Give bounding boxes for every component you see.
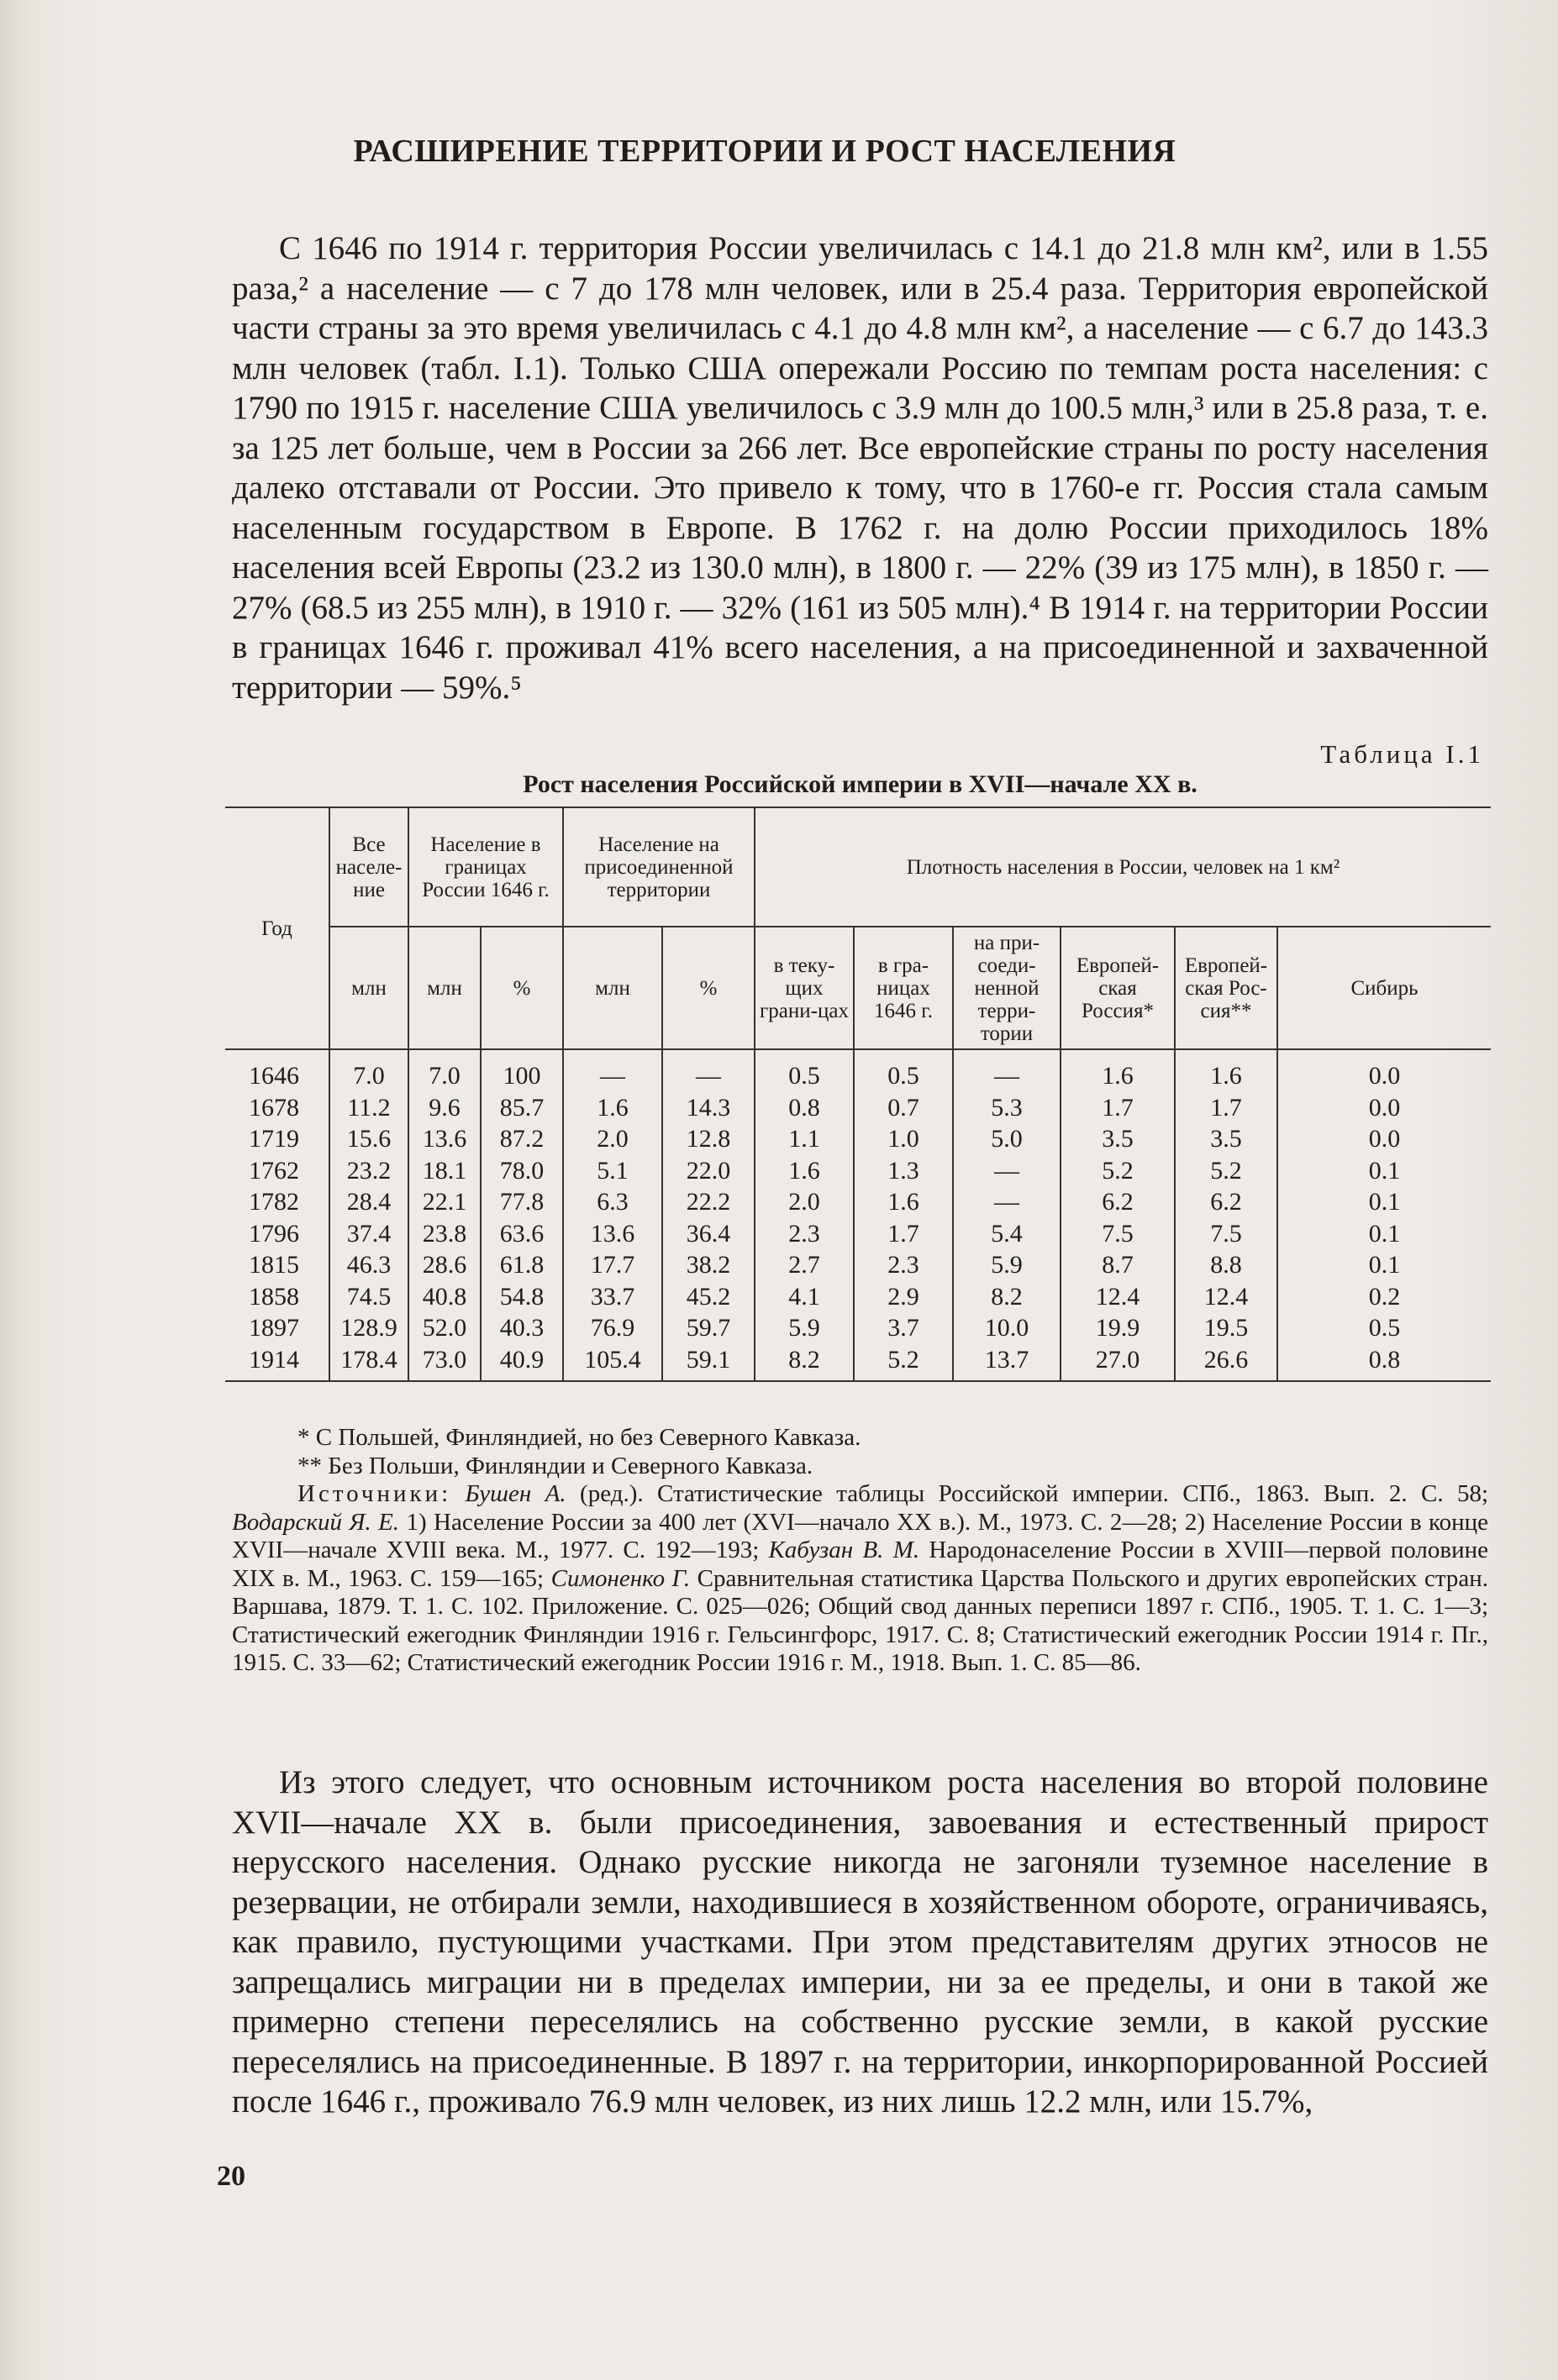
table-cell: 18.1 bbox=[408, 1155, 481, 1187]
cell-year: 1762 bbox=[249, 1156, 299, 1185]
cell-year: 1782 bbox=[249, 1188, 299, 1216]
table-cell: 1.7 bbox=[1175, 1092, 1277, 1124]
footnote-1: * С Польшей, Финляндией, но без Северного Кавказа. bbox=[297, 1424, 861, 1451]
header-borders-pct: % bbox=[481, 927, 563, 1049]
table-cell: 14.3 bbox=[662, 1092, 755, 1124]
source-text: Народонаселение России в XVIII—первой половине XIX в. М., 1963. С. 159—165; bbox=[232, 1537, 1488, 1592]
table-cell: 7.0 bbox=[329, 1049, 408, 1092]
table-cell: 52.0 bbox=[408, 1312, 481, 1344]
table-row bbox=[225, 1092, 1491, 1124]
table-cell: 17.7 bbox=[563, 1249, 662, 1281]
table-cell: 28.6 bbox=[408, 1249, 481, 1281]
table-cell: 5.2 bbox=[1061, 1155, 1175, 1187]
header-annexed-pct: % bbox=[662, 927, 755, 1049]
table-cell: 0.8 bbox=[755, 1092, 854, 1124]
sources-note bbox=[232, 1480, 1488, 1678]
cell-year: 1646 bbox=[249, 1062, 299, 1090]
table-cell: 74.5 bbox=[329, 1281, 408, 1313]
source-text: (ред.). Статистические таблицы Российской империи. СПб., 1863. Вып. 2. С. 58; bbox=[566, 1480, 1489, 1507]
table-cell: 1.6 bbox=[1061, 1049, 1175, 1092]
intro-paragraph bbox=[232, 229, 1488, 707]
table-cell: 0.5 bbox=[1277, 1312, 1491, 1344]
source-author: Бушен А. bbox=[465, 1480, 566, 1507]
table-cell: 10.0 bbox=[953, 1312, 1061, 1344]
header-annexed: Население на присоединенной территории bbox=[563, 807, 755, 927]
cell-year: 1796 bbox=[249, 1219, 299, 1248]
table-cell: 5.0 bbox=[953, 1123, 1061, 1155]
table-cell: 3.7 bbox=[854, 1312, 953, 1344]
conclusion-paragraph bbox=[232, 1763, 1488, 2122]
table-cell: 5.3 bbox=[953, 1092, 1061, 1124]
table-cell: 13.6 bbox=[563, 1218, 662, 1250]
table-row bbox=[225, 1123, 1491, 1155]
table-cell: 6.3 bbox=[563, 1186, 662, 1218]
table-row bbox=[225, 1249, 1491, 1281]
table-cell: 45.2 bbox=[662, 1281, 755, 1313]
table-cell: 0.8 bbox=[1277, 1344, 1491, 1382]
cell-year: 1719 bbox=[249, 1125, 299, 1153]
source-author: Водарский Я. Е. bbox=[232, 1508, 400, 1536]
table-cell: 13.6 bbox=[408, 1123, 481, 1155]
table-cell: 0.5 bbox=[854, 1049, 953, 1092]
header-year: Год bbox=[225, 807, 329, 1049]
cell-year: 1815 bbox=[249, 1251, 299, 1279]
table-cell: 28.4 bbox=[329, 1186, 408, 1218]
table-row bbox=[225, 1344, 1491, 1382]
table-cell: 1.6 bbox=[854, 1186, 953, 1218]
table-label: Таблица I.1 bbox=[1320, 739, 1484, 769]
table-cell: 12.8 bbox=[662, 1123, 755, 1155]
table-cell: 0.2 bbox=[1277, 1281, 1491, 1313]
table-cell: 0.0 bbox=[1277, 1092, 1491, 1124]
table-footnotes bbox=[232, 1424, 1488, 1678]
table-cell: 0.7 bbox=[854, 1092, 953, 1124]
header-total-mln: млн bbox=[329, 927, 408, 1049]
header-density-siberia: Сибирь bbox=[1277, 927, 1491, 1049]
table-cell: 36.4 bbox=[662, 1218, 755, 1250]
table-cell: 0.1 bbox=[1277, 1186, 1491, 1218]
table-cell: 27.0 bbox=[1061, 1344, 1175, 1382]
table-cell: 6.2 bbox=[1061, 1186, 1175, 1218]
header-density-euro-2: Европей-ская Рос-сия** bbox=[1175, 927, 1277, 1049]
table-cell: 23.2 bbox=[329, 1155, 408, 1187]
table-cell: 9.6 bbox=[408, 1092, 481, 1124]
table-cell: 78.0 bbox=[481, 1155, 563, 1187]
table-row bbox=[225, 1281, 1491, 1313]
table-cell: 7.0 bbox=[408, 1049, 481, 1092]
table-cell: 0.1 bbox=[1277, 1218, 1491, 1250]
table-row bbox=[225, 1186, 1491, 1218]
table-cell: 3.5 bbox=[1061, 1123, 1175, 1155]
table-cell: 2.0 bbox=[563, 1123, 662, 1155]
table-cell: 4.1 bbox=[755, 1281, 854, 1313]
cell-year: 1914 bbox=[249, 1345, 299, 1374]
table-cell: 100 bbox=[481, 1049, 563, 1092]
sources-text bbox=[232, 1480, 1488, 1676]
table-cell: 1.6 bbox=[755, 1155, 854, 1187]
table-cell: 73.0 bbox=[408, 1344, 481, 1382]
table-cell: 40.3 bbox=[481, 1312, 563, 1344]
table-cell: 0.0 bbox=[1277, 1123, 1491, 1155]
table-row bbox=[225, 1312, 1491, 1344]
table-cell: 1.7 bbox=[1061, 1092, 1175, 1124]
table-cell: 105.4 bbox=[563, 1344, 662, 1382]
intro-paragraph-text: С 1646 по 1914 г. территория России увеличилась с 14.1 до 21.8 млн км², или в 1.55 раза,² а население — с 7 до 178 млн человек, или в 25.4 раза. Территория европейской части страны за это время увеличилась с 4.1 до 4.8 млн км², а население — с 6.7 до 143.3 млн человек (табл. I.1). Только США опережали Россию по темпам роста населения: с 1790 по 1915 г. население США увеличилось с 3.9 млн до 100.5 млн,³ или в 25.8 раза, т. е. за 125 лет больше, чем в России за 266 лет. Все европейские страны по росту населения далеко отставали от России. Это привело к тому, что в 1760-е гг. Россия стала самым населенным государством в Европе. В 1762 г. на долю России приходилось 18% населения всей Европы (23.2 из 130.0 млн), в 1800 г. — 22% (39 из 175 млн), в 1850 г. — 27% (68.5 из 255 млн), в 1910 г. — 32% (161 из 505 млн).⁴ В 1914 г. на территории России в границах 1646 г. проживал 41% всего населения, а на присоединенной и захваченной территории — 59%.⁵ bbox=[232, 230, 1488, 706]
source-text bbox=[451, 1480, 465, 1507]
table-cell: 1.7 bbox=[854, 1218, 953, 1250]
table-cell: 0.1 bbox=[1277, 1155, 1491, 1187]
header-borders-1646: Население в границах России 1646 г. bbox=[408, 807, 563, 927]
table-title: Рост населения Российской империи в XVII—начале XX в. bbox=[523, 770, 1197, 798]
table-cell: 59.7 bbox=[662, 1312, 755, 1344]
header-density-euro-1: Европей-ская Россия* bbox=[1061, 927, 1175, 1049]
table-cell: 1.3 bbox=[854, 1155, 953, 1187]
table-cell: 0.1 bbox=[1277, 1249, 1491, 1281]
table-cell: 13.7 bbox=[953, 1344, 1061, 1382]
table-cell: 33.7 bbox=[563, 1281, 662, 1313]
table-cell: 1.0 bbox=[854, 1123, 953, 1155]
table-cell: 63.6 bbox=[481, 1218, 563, 1250]
header-density-1646: в гра-ницах 1646 г. bbox=[854, 927, 953, 1049]
table-cell: 2.0 bbox=[755, 1186, 854, 1218]
table-cell: 22.2 bbox=[662, 1186, 755, 1218]
source-author: Кабузан В. М. bbox=[768, 1537, 920, 1563]
header-total: Все населе-ние bbox=[329, 807, 408, 927]
population-table bbox=[225, 806, 1491, 1382]
table-cell: 59.1 bbox=[662, 1344, 755, 1382]
table-row bbox=[225, 1155, 1491, 1187]
table-cell: 1.6 bbox=[563, 1092, 662, 1124]
table-cell: 3.5 bbox=[1175, 1123, 1277, 1155]
table-cell: 1.1 bbox=[755, 1123, 854, 1155]
table-cell: 46.3 bbox=[329, 1249, 408, 1281]
table-cell: 2.3 bbox=[755, 1218, 854, 1250]
source-text: 1) Население России за 400 лет (XVI—начало XX в.). М., 1973. С. 2—28; 2) Население России в конце XVII—начале XVIII века. М., 1977. С. 192—193; bbox=[232, 1508, 1488, 1563]
table-cell: — bbox=[953, 1186, 1061, 1218]
table-cell: 5.1 bbox=[563, 1155, 662, 1187]
table-cell: 19.5 bbox=[1175, 1312, 1277, 1344]
table-cell: 87.2 bbox=[481, 1123, 563, 1155]
table-cell: 8.7 bbox=[1061, 1249, 1175, 1281]
table-cell: 1.6 bbox=[1175, 1049, 1277, 1092]
conclusion-paragraph-text: Из этого следует, что основным источником роста населения во второй половине XVII—начале XX в. были присоединения, завоевания и естественный прирост нерусского населения. Однако русские никогда не загоняли туземное население в резервации, не отбирали земли, находившиеся в хозяйственном обороте, ограничиваясь, как правило, пустующими участками. При этом представителям других этносов не запрещались миграции ни в пределах империи, ни за ее пределы, и они в такой же примерно степени переселялись на собственно русские земли, в какой русские переселялись на присоединенные. В 1897 г. на территории, инкорпорированной Россией после 1646 г., проживало 76.9 млн человек, из них лишь 12.2 млн, или 15.7%, bbox=[232, 1764, 1488, 2120]
header-density-annexed: на при-соеди-ненной терри-тории bbox=[953, 927, 1061, 1049]
table-cell: 77.8 bbox=[481, 1186, 563, 1218]
table-cell: 15.6 bbox=[329, 1123, 408, 1155]
table-row bbox=[225, 1218, 1491, 1250]
table-cell: 22.0 bbox=[662, 1155, 755, 1187]
cell-year: 1858 bbox=[249, 1282, 299, 1311]
header-borders-mln: млн bbox=[408, 927, 481, 1049]
table-cell: 5.4 bbox=[953, 1218, 1061, 1250]
table-cell: — bbox=[953, 1049, 1061, 1092]
source-author: Симоненко Г. bbox=[550, 1564, 691, 1592]
table-cell: — bbox=[563, 1049, 662, 1092]
header-annexed-mln: млн bbox=[563, 927, 662, 1049]
table-cell: 40.9 bbox=[481, 1344, 563, 1382]
table-cell: 12.4 bbox=[1061, 1281, 1175, 1313]
header-density-current: в теку-щих грани-цах bbox=[755, 927, 854, 1049]
table-cell: 19.9 bbox=[1061, 1312, 1175, 1344]
table-cell: 5.2 bbox=[1175, 1155, 1277, 1187]
table-cell: 2.7 bbox=[755, 1249, 854, 1281]
table-cell: 7.5 bbox=[1061, 1218, 1175, 1250]
footnote-2: ** Без Польши, Финляндии и Северного Кавказа. bbox=[297, 1452, 813, 1479]
table-cell: 2.3 bbox=[854, 1249, 953, 1281]
table-cell: 5.9 bbox=[755, 1312, 854, 1344]
table-cell: 178.4 bbox=[329, 1344, 408, 1382]
table-cell: 6.2 bbox=[1175, 1186, 1277, 1218]
source-text: Сравнительная статистика Царства Польского и других европейских стран. Варшава, 1879. Т. 1. С. 102. Приложение. С. 025—026; Общий свод данных переписи 1897 г. СПб., 1905. Т. 1. С. 1—3; Статистический ежегодник Финляндии 1916 г. Гельсингфорс, 1917. С. 8; Статистический ежегодник России 1914 г. Пг., 1915. С. 33—62; Статистический ежегодник России 1916 г. М., 1918. Вып. 1. С. 85—86. bbox=[232, 1564, 1489, 1676]
table-cell: 37.4 bbox=[329, 1218, 408, 1250]
page-number: 20 bbox=[217, 2161, 245, 2192]
table-cell: 8.2 bbox=[953, 1281, 1061, 1313]
section-heading: РАСШИРЕНИЕ ТЕРРИТОРИИ И РОСТ НАСЕЛЕНИЯ bbox=[353, 134, 1176, 169]
table-cell: 38.2 bbox=[662, 1249, 755, 1281]
table-cell: 12.4 bbox=[1175, 1281, 1277, 1313]
table-cell: 61.8 bbox=[481, 1249, 563, 1281]
table-cell: 85.7 bbox=[481, 1092, 563, 1124]
table-cell: 2.9 bbox=[854, 1281, 953, 1313]
table-cell: 26.6 bbox=[1175, 1344, 1277, 1382]
table-cell: — bbox=[953, 1155, 1061, 1187]
table-cell: 54.8 bbox=[481, 1281, 563, 1313]
cell-year: 1678 bbox=[249, 1093, 299, 1122]
cell-year: 1897 bbox=[249, 1314, 299, 1342]
table-cell: 8.8 bbox=[1175, 1249, 1277, 1281]
table-cell: 76.9 bbox=[563, 1312, 662, 1344]
sources-label: Источники: bbox=[297, 1480, 452, 1507]
table-cell: 0.0 bbox=[1277, 1049, 1491, 1092]
table-cell: 22.1 bbox=[408, 1186, 481, 1218]
table-cell: 40.8 bbox=[408, 1281, 481, 1313]
table-cell: 5.9 bbox=[953, 1249, 1061, 1281]
header-density: Плотность населения в России, человек на 1 км² bbox=[755, 807, 1491, 927]
table-cell: 0.5 bbox=[755, 1049, 854, 1092]
table-cell: 23.8 bbox=[408, 1218, 481, 1250]
table-cell: — bbox=[662, 1049, 755, 1092]
table-cell: 8.2 bbox=[755, 1344, 854, 1382]
table-cell: 11.2 bbox=[329, 1092, 408, 1124]
table-cell: 128.9 bbox=[329, 1312, 408, 1344]
table-cell: 7.5 bbox=[1175, 1218, 1277, 1250]
table-cell: 5.2 bbox=[854, 1344, 953, 1382]
table-row bbox=[225, 1049, 1491, 1092]
